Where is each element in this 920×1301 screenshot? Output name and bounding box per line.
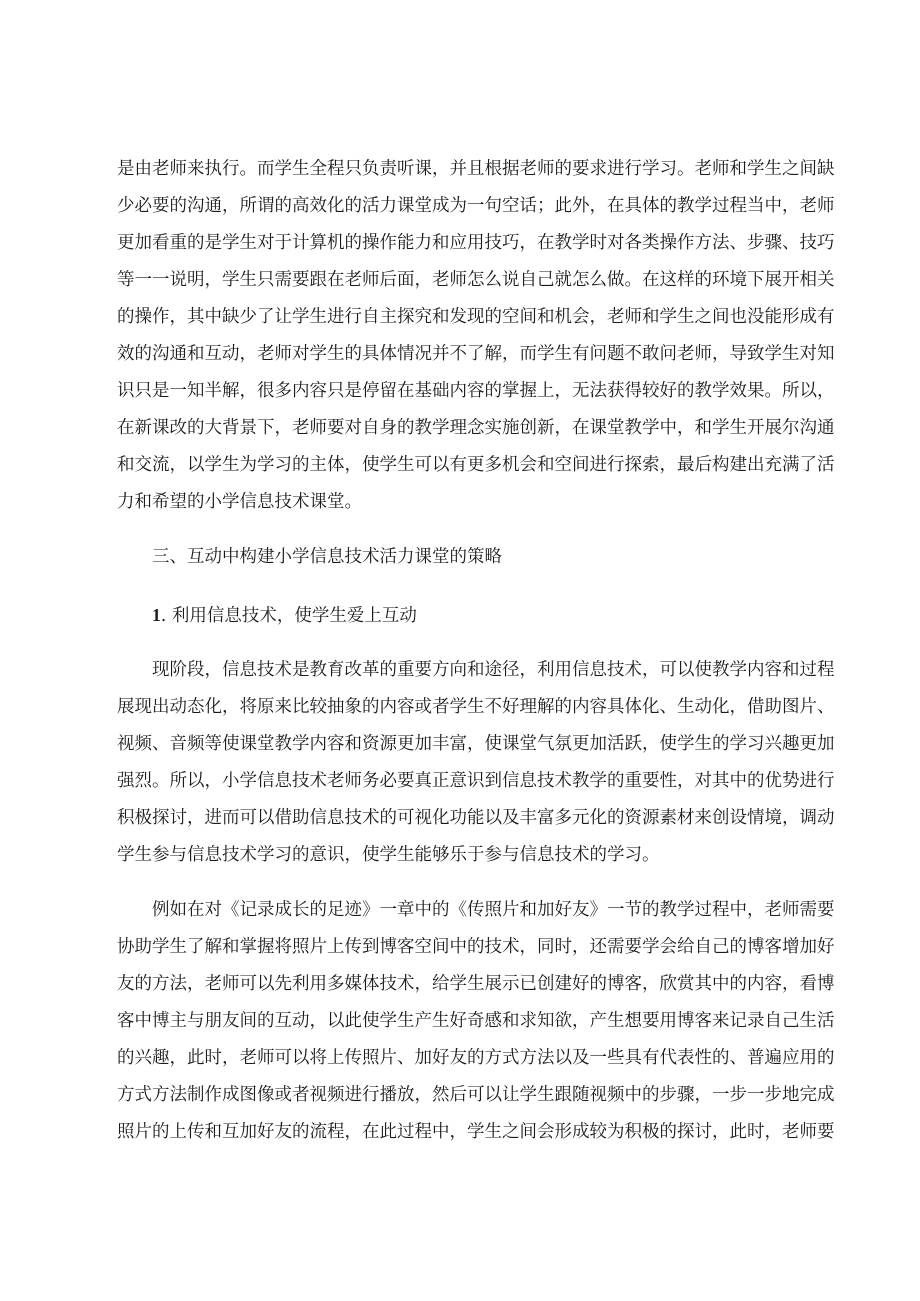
paragraph-line: 等一一说明，学生只需要跟在老师后面，老师怎么说自己就怎么做。在这样的环境下展开相关 bbox=[117, 270, 835, 290]
paragraph-line: 的操作，其中缺少了让学生进行自主探究和发现的空间和机会，老师和学生之间也没能形成有 bbox=[117, 307, 835, 327]
paragraph-line: 展现出动态化，将原来比较抽象的内容或者学生不好理解的内容具体化、生动化，借助图片、 bbox=[117, 697, 835, 717]
paragraph-line: 学生参与信息技术学习的意识，使学生能够乐于参与信息技术的学习。 bbox=[117, 845, 660, 865]
section-heading: 三、互动中构建小学信息技术活力课堂的策略 bbox=[152, 547, 502, 567]
paragraph-line: 在新课改的大背景下，老师要对自身的教学理念实施创新，在课堂教学中，和学生开展尔沟通 bbox=[117, 418, 835, 438]
subheading bbox=[152, 603, 417, 628]
paragraph-line: 例如在对《记录成长的足迹》一章中的《传照片和加好友》一节的教学过程中，老师需要 bbox=[152, 900, 835, 920]
paragraph-line: 是由老师来执行。而学生全程只负责听课，并且根据老师的要求进行学习。老师和学生之间缺 bbox=[117, 159, 835, 179]
subheading-number: 1 bbox=[152, 605, 161, 625]
paragraph-line: 少必要的沟通，所谓的高效化的活力课堂成为一句空话；此外，在具体的教学过程当中，老师 bbox=[117, 196, 835, 216]
paragraph-line: 力和希望的小学信息技术课堂。 bbox=[117, 492, 362, 512]
paragraph-line: 视频、音频等使课堂教学内容和资源更加丰富，使课堂气氛更加活跃，使学生的学习兴趣更加 bbox=[117, 734, 835, 754]
paragraph-line: 的兴趣，此时，老师可以将上传照片、加好友的方式方法以及一些具有代表性的、普遍应用的 bbox=[117, 1048, 835, 1068]
paragraph-line: 现阶段，信息技术是教育改革的重要方向和途径，利用信息技术，可以使教学内容和过程 bbox=[152, 660, 835, 680]
paragraph-line: 友的方法，老师可以先利用多媒体技术，给学生展示已创建好的博客，欣赏其中的内容，看博 bbox=[117, 974, 835, 994]
paragraph-line: 效的沟通和互动，老师对学生的具体情况并不了解，而学生有问题不敢问老师，导致学生对知 bbox=[117, 344, 835, 364]
paragraph-line: 强烈。所以，小学信息技术老师务必要真正意识到信息技术教学的重要性，对其中的优势进行 bbox=[117, 771, 835, 791]
paragraph-line: 客中博主与朋友间的互动，以此使学生产生好奇感和求知欲，产生想要用博客来记录自己生活 bbox=[117, 1011, 835, 1031]
subheading-text: . 利用信息技术，使学生爱上互动 bbox=[160, 606, 417, 626]
paragraph-line: 和交流，以学生为学习的主体，使学生可以有更多机会和空间进行探索，最后构建出充满了活 bbox=[117, 455, 835, 475]
paragraph-line: 协助学生了解和掌握将照片上传到博客空间中的技术，同时，还需要学会给自己的博客增加好 bbox=[117, 937, 835, 957]
paragraph-line: 照片的上传和互加好友的流程，在此过程中，学生之间会形成较为积极的探讨，此时，老师要 bbox=[117, 1122, 835, 1142]
paragraph-line: 积极探讨，进而可以借助信息技术的可视化功能以及丰富多元化的资源素材来创设情境，调动 bbox=[117, 808, 835, 828]
paragraph-line: 更加看重的是学生对于计算机的操作能力和应用技巧，在教学时对各类操作方法、步骤、技巧 bbox=[117, 233, 835, 253]
paragraph-line: 方式方法制作成图像或者视频进行播放，然后可以让学生跟随视频中的步骤，一步一步地完成 bbox=[117, 1085, 835, 1105]
paragraph-line: 识只是一知半解，很多内容只是停留在基础内容的掌握上，无法获得较好的教学效果。所以， bbox=[117, 381, 835, 401]
